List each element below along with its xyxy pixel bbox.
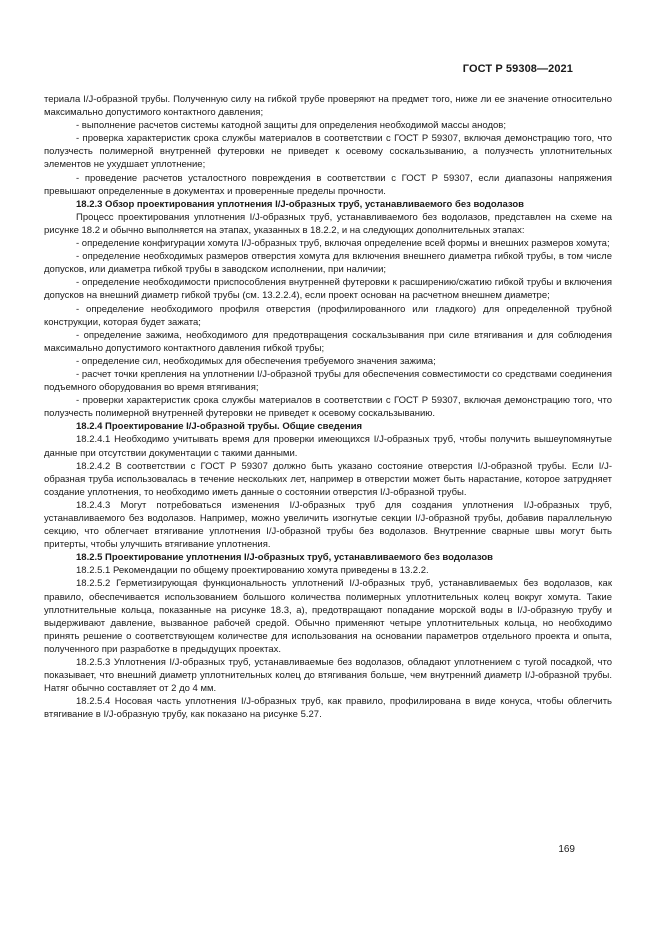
paragraph: 18.2.5.4 Носовая часть уплотнения I/J-образных труб, как правило, профилирована в виде конуса, чтобы облегчить втягивание в I/J-образную трубу, как показано на рисунке 5.27. xyxy=(44,696,612,721)
paragraph: - определение необходимого профиля отверстия (профилированного или гладкого) для определенной трубной конструкции, которая будет зажата; xyxy=(44,303,612,328)
section-heading: 18.2.4 Проектирование I/J-образной трубы. Общие сведения xyxy=(76,421,363,433)
paragraph: - расчет точки крепления на уплотнении I/J-образной трубы для обеспечения совместимости со средствами соединения подъемного оборудования во время втягивания; xyxy=(44,368,612,394)
paragraph: 18.2.5.2 Герметизирующая функциональность уплотнений I/J-образных труб, устанавливаемых без водолазов, как правило, обеспечивается использованием большого количества полимерных уплотнительных колец вокруг хомута. Такие уплотнительные кольца, показанные на рисунке 18.3, а), предотвращают попадание морской воды в I/J-образную трубу и выдерживают давление, вызванное рабочей средой. Обычно применяют четыре уплотнительных кольца, но необходимо принять решение о соответствующем количестве для использования на основании параметров отдельного проекта и опыта, полученного при разработке в предыдущих проектах. xyxy=(44,578,612,655)
paragraph: - проверки характеристик срока службы материалов в соответствии с ГОСТ Р 59307, включая демонстрацию того, что полузчесть полимерной внутренней футеровки не приведет к осевому соскальзыванию. xyxy=(44,395,612,420)
paragraph: - проведение расчетов усталостного повреждения в соответствии с ГОСТ Р 59307, если диапазоны напряжения превышают определенные в документах и проверенные пределы прочности. xyxy=(44,172,612,197)
document-body xyxy=(44,93,612,722)
paragraph: 18.2.4.3 Могут потребоваться изменения I/J-образных труб для создания уплотнения I/J-образных труб, устанавливаемого без водолазов. Например, можно увеличить изогнутые секции I/J-образной трубы, добавив параллельную секцию, что облегчает втягивание уплотнения I/J-образной трубы без водолазов. Внутренние сварные швы могут быть притерты, чтобы улучшить втягивание уплотнения. xyxy=(44,499,612,551)
paragraph: - определение необходимости приспособления внутренней футеровки к расширению/сжатию гибкой трубы и включения допусков на внешний диаметр гибкой трубы (см. 13.2.2.4), если проект основан на расчетном внешнем диаметре; xyxy=(44,277,612,302)
paragraph: - определение зажима, необходимого для предотвращения соскальзывания при силе втягивания и для соблюдения максимально допустимого контактного давления гибкой трубы; xyxy=(44,329,612,354)
paragraph: 18.2.5.1 Рекомендации по общему проектированию хомута приведены в 13.2.2. xyxy=(76,565,429,577)
section-heading: 18.2.5 Проектирование уплотнения I/J-образных труб, устанавливаемого без водолазов xyxy=(76,552,493,564)
paragraph: 18.2.4.2 В соответствии с ГОСТ Р 59307 должно быть указано состояние отверстия I/J-образной трубы. Если I/J-образная труба использовалась в течение нескольких лет, например в отверстии может быть нарастание, которое затрудняет создание уплотнения, то необходимо иметь данные о состоянии отверстия I/J-образной трубы. xyxy=(44,460,612,498)
paragraph: - выполнение расчетов системы катодной защиты для определения необходимой массы анодов; xyxy=(76,120,506,132)
paragraph: - определение сил, необходимых для обеспечения требуемого значения зажима; xyxy=(76,355,436,367)
paragraph: Процесс проектирования уплотнения I/J-образных труб, устанавливаемого без водолазов, представлен на схеме на рисунке 18.2 и обычно выполняется на этапах, указанных в 18.2.2, и на следующих дополнительных этапах: xyxy=(44,211,612,236)
paragraph: териала I/J-образной трубы. Полученную силу на гибкой трубе проверяют на предмет того, ниже ли ее значение относительно максимально допустимого контактного давления; xyxy=(44,94,612,119)
paragraph: - проверка характеристик срока службы материалов в соответствии с ГОСТ Р 59307, включая демонстрацию того, что полузчесть полимерной внутренней футеровки не приведет к осевому соскальзыванию, а полузчесть уплотнительных элементов не ухудшает уплотнение; xyxy=(44,133,612,171)
paragraph: 18.2.5.3 Уплотнения I/J-образных труб, устанавливаемые без водолазов, обладают уплотнением с тугой посадкой, что показывает, что внешний диаметр уплотнительных колец до втягивания больше, чем внутренний диаметр I/J-образной трубы. Натяг обычно составляет от 2 до 4 мм. xyxy=(44,657,612,695)
standard-header: ГОСТ Р 59308—2021 xyxy=(462,63,573,75)
paragraph: - определение конфигурации хомута I/J-образных труб, включая определение всей формы и внешних размеров хомута; xyxy=(76,238,610,250)
page-number: 169 xyxy=(558,844,575,855)
section-heading: 18.2.3 Обзор проектирования уплотнения I/J-образных труб, устанавливаемого без водолазов xyxy=(76,198,525,210)
paragraph: - определение необходимых размеров отверстия хомута для включения внешнего диаметра гибкой трубы, в том числе допусков, или диаметра гибкой трубы в заводском исполнении, при наличии; xyxy=(44,251,612,276)
paragraph: 18.2.4.1 Необходимо учитывать время для проверки имеющихся I/J-образных труб, чтобы получить вышеупомянутые данные при отсутствии документации с такими данными. xyxy=(44,434,612,459)
